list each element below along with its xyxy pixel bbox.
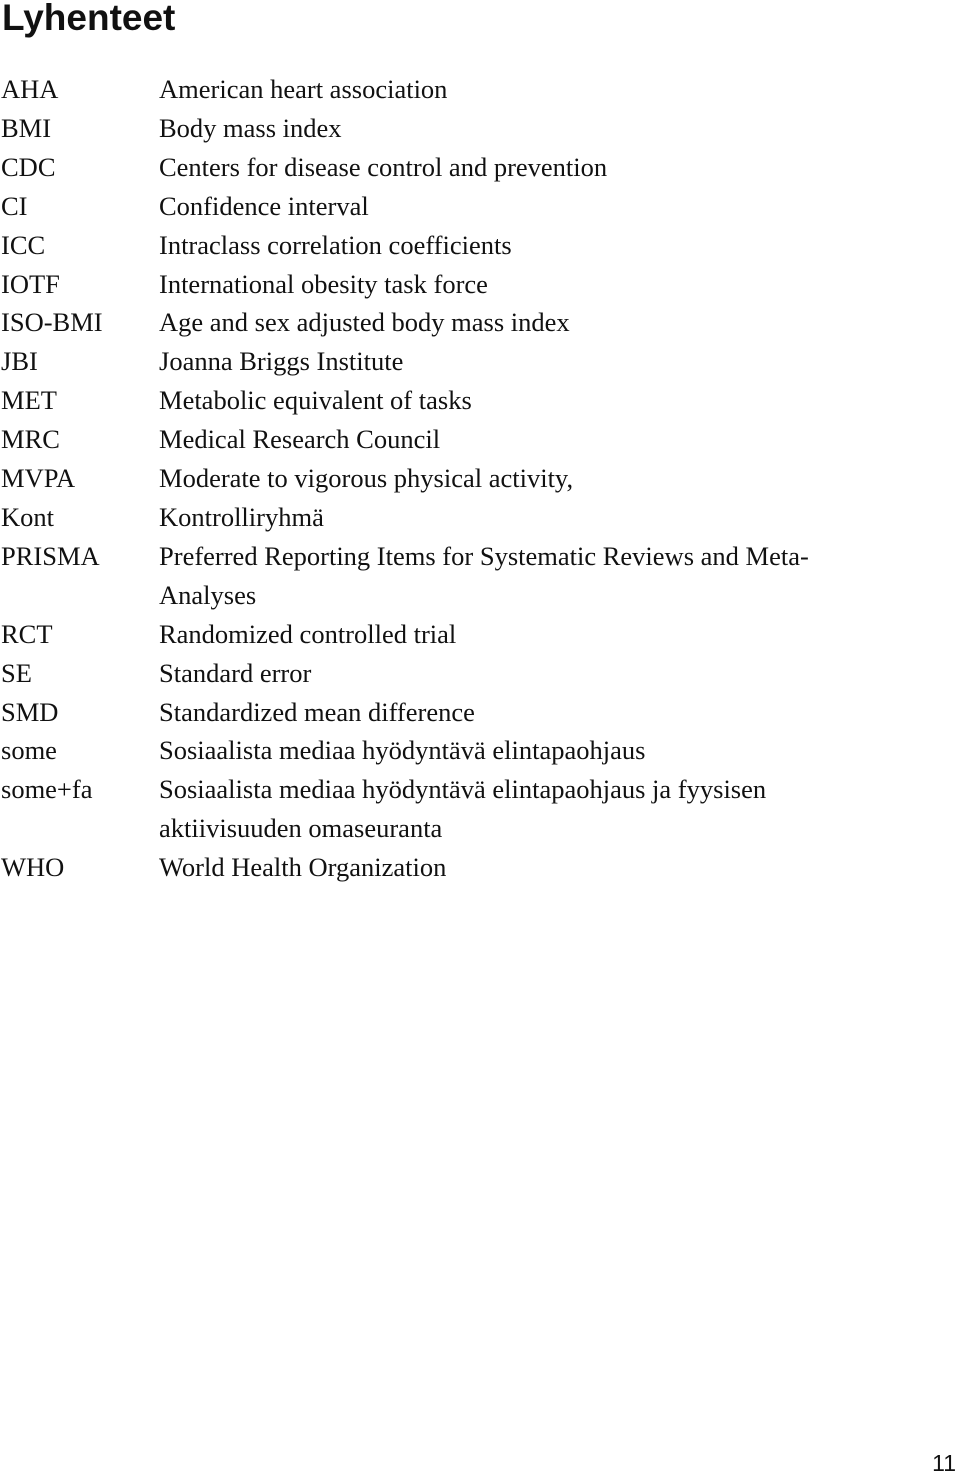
abbreviation-definition	[159, 459, 940, 498]
abbreviation-term: AHA	[1, 74, 59, 104]
abbreviation-row	[0, 770, 940, 848]
abbreviation-term: JBI	[1, 346, 38, 377]
definition-line: Joanna Briggs Institute	[159, 346, 404, 377]
abbreviation-term: MRC	[1, 424, 60, 455]
abbreviation-term: IOTF	[1, 268, 60, 299]
abbreviation-term: MVPA	[1, 463, 76, 494]
abbreviation-definition	[159, 498, 940, 537]
abbreviation-row	[0, 693, 940, 732]
definition-line: Analyses	[159, 579, 257, 610]
abbreviation-row	[0, 226, 940, 265]
abbreviation-term: Kont	[1, 501, 54, 532]
abbreviation-definition	[159, 148, 940, 187]
abbreviation-definition	[159, 848, 940, 887]
definition-line: Randomized controlled trial	[159, 618, 457, 649]
abbreviation-row	[0, 654, 940, 693]
abbreviation-definition	[159, 420, 940, 459]
abbreviation-term: CI	[1, 190, 28, 221]
abbreviation-definition	[159, 731, 940, 770]
abbreviation-definition	[159, 265, 940, 304]
abbreviation-row	[0, 459, 940, 498]
abbreviation-term: ICC	[1, 229, 46, 260]
definition-line: American heart association	[159, 74, 448, 104]
definition-line: Age and sex adjusted body mass index	[159, 307, 570, 338]
abbreviation-row	[0, 109, 940, 148]
abbreviation-term: ISO-BMI	[1, 307, 103, 338]
definition-line: Sosiaalista mediaa hyödyntävä elintapaohjaus	[159, 735, 646, 766]
abbreviation-row	[0, 342, 940, 381]
abbreviation-term: WHO	[1, 852, 65, 883]
abbreviation-row	[0, 731, 940, 770]
abbreviation-term: some+fa	[1, 774, 93, 805]
definition-line: Kontrolliryhmä	[159, 501, 324, 532]
abbreviation-definition	[159, 342, 940, 381]
abbreviation-definition	[159, 109, 940, 148]
abbreviation-row	[0, 187, 940, 226]
abbreviation-row	[0, 420, 940, 459]
abbreviation-term: PRISMA	[1, 540, 100, 571]
abbreviation-term: MET	[1, 385, 57, 416]
abbreviation-definition	[159, 693, 940, 732]
abbreviation-definition	[159, 303, 940, 342]
definition-line: World Health Organization	[159, 852, 447, 883]
definition-line: International obesity task force	[159, 268, 488, 299]
definition-line: Standard error	[159, 657, 312, 688]
definition-line: Intraclass correlation coefficients	[159, 229, 512, 260]
abbreviation-term: RCT	[1, 618, 53, 649]
definition-line: Confidence interval	[159, 190, 369, 221]
page-number: 11	[932, 1450, 956, 1476]
abbreviation-definition	[159, 654, 940, 693]
abbreviation-row	[0, 615, 940, 654]
abbreviation-definition	[159, 226, 940, 265]
abbreviation-term: BMI	[1, 112, 52, 143]
abbreviation-row	[0, 381, 940, 420]
page-title: Lyhenteet	[2, 0, 176, 38]
abbreviation-term: SMD	[1, 696, 59, 727]
abbreviation-definition	[159, 70, 940, 109]
definition-line: Moderate to vigorous physical activity,	[159, 463, 574, 494]
definition-line: aktiivisuuden omaseuranta	[159, 813, 443, 844]
definition-line: Preferred Reporting Items for Systematic Reviews and Meta-	[159, 540, 809, 571]
definition-line: Metabolic equivalent of tasks	[159, 385, 472, 416]
abbreviation-row	[0, 303, 940, 342]
abbreviation-term: SE	[1, 657, 32, 688]
abbreviation-term: some	[1, 735, 57, 766]
abbreviation-definition	[159, 381, 940, 420]
abbreviation-row	[0, 265, 940, 304]
abbreviation-row	[0, 498, 940, 537]
abbreviation-term: CDC	[1, 151, 56, 182]
abbreviation-definition	[159, 770, 940, 848]
definition-line: Medical Research Council	[159, 424, 441, 455]
definition-line: Centers for disease control and prevention	[159, 151, 608, 182]
abbreviation-definition	[159, 537, 940, 615]
abbreviation-list	[0, 70, 940, 887]
abbreviation-row	[0, 537, 940, 615]
abbreviation-row	[0, 848, 940, 887]
abbreviation-row	[0, 70, 940, 109]
definition-line: Body mass index	[159, 112, 342, 143]
definition-line: Sosiaalista mediaa hyödyntävä elintapaohjaus ja fyysisen	[159, 774, 767, 805]
abbreviation-definition	[159, 187, 940, 226]
abbreviation-definition	[159, 615, 940, 654]
abbreviation-row	[0, 148, 940, 187]
definition-line: Standardized mean difference	[159, 696, 475, 727]
